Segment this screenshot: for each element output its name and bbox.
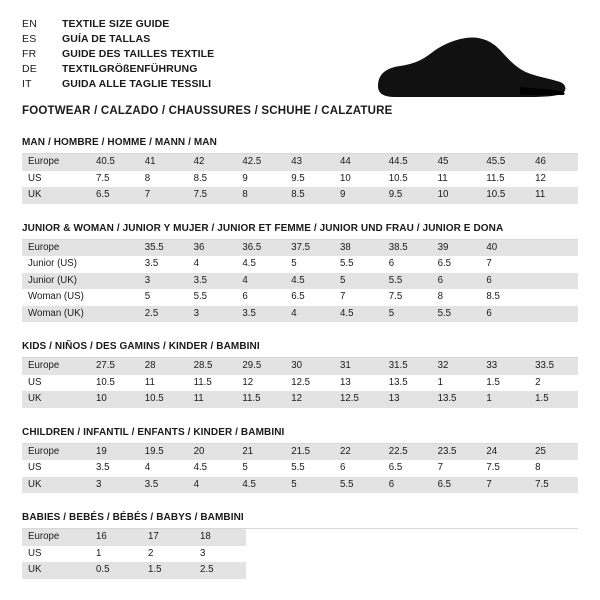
cell <box>90 273 139 290</box>
cell: 28 <box>139 358 188 375</box>
language-row <box>22 48 214 63</box>
cell: 1.5 <box>480 375 529 392</box>
row-label: Europe <box>22 529 90 546</box>
cell: 8.5 <box>188 171 237 188</box>
cell: 3.5 <box>139 477 188 494</box>
cell: 11.5 <box>480 171 529 188</box>
cell: 21.5 <box>285 444 334 461</box>
cell: 10.5 <box>383 171 432 188</box>
row-label: UK <box>22 187 90 204</box>
cell: 22.5 <box>383 444 432 461</box>
cell <box>529 306 578 323</box>
cell: 40.5 <box>90 154 139 171</box>
size-table-kids <box>22 358 578 408</box>
table-row <box>22 562 578 579</box>
section-junior-woman <box>22 223 578 323</box>
cell: 8.5 <box>480 289 529 306</box>
table-row <box>22 546 578 563</box>
cell: 6.5 <box>285 289 334 306</box>
cell: 5.5 <box>334 256 383 273</box>
cell: 1.5 <box>142 562 194 579</box>
dress-shoe-icon <box>370 32 570 104</box>
language-row <box>22 63 214 78</box>
table-row <box>22 460 578 477</box>
row-label: Woman (US) <box>22 289 90 306</box>
table-row <box>22 171 578 188</box>
cell: 10 <box>432 187 481 204</box>
section-title: KIDS / NIÑOS / DES GAMINS / KINDER / BAMBINI <box>22 341 578 358</box>
section-title: BABIES / BEBÉS / BÉBÉS / BABYS / BAMBINI <box>22 512 578 529</box>
cell: 38.5 <box>383 240 432 257</box>
language-row <box>22 33 214 48</box>
table-row <box>22 358 578 375</box>
row-label: UK <box>22 477 90 494</box>
cell: 6 <box>383 477 432 494</box>
section-kids <box>22 341 578 408</box>
cell: 41 <box>139 154 188 171</box>
language-title: GUÍA DE TALLAS <box>62 33 151 45</box>
row-label: Europe <box>22 444 90 461</box>
table-row <box>22 187 578 204</box>
cell: 7 <box>432 460 481 477</box>
cell: 42 <box>188 154 237 171</box>
section-babies <box>22 512 578 579</box>
cell: 10 <box>90 391 139 408</box>
size-table-man <box>22 154 578 204</box>
cell: 6.5 <box>383 460 432 477</box>
cell: 46 <box>529 154 578 171</box>
header <box>22 18 578 118</box>
size-table-babies <box>22 529 578 579</box>
row-label: Europe <box>22 358 90 375</box>
cell-empty <box>246 529 578 546</box>
language-title: GUIDE DES TAILLES TEXTILE <box>62 48 215 60</box>
cell: 31 <box>334 358 383 375</box>
cell: 7 <box>334 289 383 306</box>
cell: 3 <box>139 273 188 290</box>
cell: 19 <box>90 444 139 461</box>
cell <box>90 289 139 306</box>
cell: 3.5 <box>139 256 188 273</box>
cell: 5.5 <box>334 477 383 494</box>
table-row <box>22 273 578 290</box>
cell: 6 <box>334 460 383 477</box>
cell: 42.5 <box>236 154 285 171</box>
cell: 20 <box>188 444 237 461</box>
cell: 33.5 <box>529 358 578 375</box>
cell: 35.5 <box>139 240 188 257</box>
section-title: CHILDREN / INFANTIL / ENFANTS / KINDER / BAMBINI <box>22 427 578 444</box>
cell: 23.5 <box>432 444 481 461</box>
section-title: MAN / HOMBRE / HOMME / MANN / MAN <box>22 137 578 154</box>
cell: 37.5 <box>285 240 334 257</box>
cell: 17 <box>142 529 194 546</box>
row-label: UK <box>22 391 90 408</box>
cell: 21 <box>236 444 285 461</box>
language-row <box>22 18 214 33</box>
cell: 5.5 <box>432 306 481 323</box>
cell: 6 <box>383 256 432 273</box>
cell: 1 <box>432 375 481 392</box>
cell: 5.5 <box>188 289 237 306</box>
cell: 29.5 <box>236 358 285 375</box>
cell: 4.5 <box>285 273 334 290</box>
cell: 2 <box>142 546 194 563</box>
cell: 12 <box>236 375 285 392</box>
cell: 9 <box>334 187 383 204</box>
table-row <box>22 289 578 306</box>
cell: 12 <box>285 391 334 408</box>
cell <box>529 289 578 306</box>
language-code: EN <box>22 18 37 30</box>
cell: 4 <box>285 306 334 323</box>
cell: 4 <box>236 273 285 290</box>
cell: 43 <box>285 154 334 171</box>
cell: 1.5 <box>529 391 578 408</box>
cell: 16 <box>90 529 142 546</box>
cell: 9.5 <box>383 187 432 204</box>
table-row <box>22 391 578 408</box>
cell: 11 <box>432 171 481 188</box>
cell: 5 <box>334 273 383 290</box>
cell <box>90 240 139 257</box>
cell: 7.5 <box>383 289 432 306</box>
cell <box>529 240 578 257</box>
table-row <box>22 444 578 461</box>
size-table-junior-woman <box>22 240 578 323</box>
table-row <box>22 529 578 546</box>
cell: 7 <box>480 256 529 273</box>
table-row <box>22 154 578 171</box>
cell: 30 <box>285 358 334 375</box>
cell: 32 <box>432 358 481 375</box>
cell: 7 <box>139 187 188 204</box>
cell-empty <box>246 562 578 579</box>
cell: 6.5 <box>432 477 481 494</box>
cell: 2.5 <box>194 562 246 579</box>
cell <box>529 256 578 273</box>
row-label: Junior (UK) <box>22 273 90 290</box>
cell: 12.5 <box>334 391 383 408</box>
cell: 8 <box>529 460 578 477</box>
cell: 3.5 <box>90 460 139 477</box>
cell: 11.5 <box>188 375 237 392</box>
table-row <box>22 256 578 273</box>
cell: 7.5 <box>90 171 139 188</box>
cell: 5 <box>139 289 188 306</box>
cell: 6 <box>432 273 481 290</box>
cell: 40 <box>480 240 529 257</box>
cell: 39 <box>432 240 481 257</box>
cell: 6 <box>480 273 529 290</box>
cell-empty <box>246 546 578 563</box>
cell <box>90 256 139 273</box>
cell: 12 <box>529 171 578 188</box>
cell: 33 <box>480 358 529 375</box>
cell: 5.5 <box>383 273 432 290</box>
table-row <box>22 375 578 392</box>
language-code: DE <box>22 63 37 75</box>
cell: 11.5 <box>236 391 285 408</box>
cell: 38 <box>334 240 383 257</box>
cell: 1 <box>480 391 529 408</box>
cell: 18 <box>194 529 246 546</box>
cell: 1 <box>90 546 142 563</box>
cell: 6 <box>236 289 285 306</box>
cell: 11 <box>529 187 578 204</box>
category-title: FOOTWEAR / CALZADO / CHAUSSURES / SCHUHE / CALZATURE <box>22 105 393 117</box>
section-children <box>22 427 578 494</box>
language-title: TEXTILGRÖßENFÜHRUNG <box>62 63 198 75</box>
language-code: FR <box>22 48 37 60</box>
cell: 11 <box>188 391 237 408</box>
language-code: ES <box>22 33 37 45</box>
cell: 4 <box>188 477 237 494</box>
cell: 19.5 <box>139 444 188 461</box>
cell: 3.5 <box>236 306 285 323</box>
cell: 13 <box>334 375 383 392</box>
cell: 36 <box>188 240 237 257</box>
cell: 7 <box>480 477 529 494</box>
cell: 6.5 <box>432 256 481 273</box>
language-title: TEXTILE SIZE GUIDE <box>62 18 170 30</box>
cell: 31.5 <box>383 358 432 375</box>
cell <box>529 273 578 290</box>
cell: 13.5 <box>432 391 481 408</box>
cell: 27.5 <box>90 358 139 375</box>
row-label: US <box>22 460 90 477</box>
language-row <box>22 78 214 93</box>
cell: 5.5 <box>285 460 334 477</box>
cell: 11 <box>139 375 188 392</box>
cell: 8 <box>432 289 481 306</box>
cell: 4.5 <box>236 256 285 273</box>
cell: 8.5 <box>285 187 334 204</box>
table-row <box>22 477 578 494</box>
row-label: US <box>22 546 90 563</box>
row-label: Woman (UK) <box>22 306 90 323</box>
cell: 8 <box>139 171 188 188</box>
cell: 7.5 <box>480 460 529 477</box>
table-row <box>22 240 578 257</box>
cell: 2.5 <box>139 306 188 323</box>
cell: 8 <box>236 187 285 204</box>
cell: 0.5 <box>90 562 142 579</box>
cell: 12.5 <box>285 375 334 392</box>
cell: 5 <box>236 460 285 477</box>
cell: 4 <box>188 256 237 273</box>
cell: 2 <box>529 375 578 392</box>
cell: 24 <box>480 444 529 461</box>
cell: 5 <box>285 256 334 273</box>
cell: 4.5 <box>334 306 383 323</box>
cell: 10.5 <box>90 375 139 392</box>
cell: 3.5 <box>188 273 237 290</box>
cell: 7.5 <box>188 187 237 204</box>
section-title: JUNIOR & WOMAN / JUNIOR Y MUJER / JUNIOR ET FEMME / JUNIOR UND FRAU / JUNIOR E DONA <box>22 223 578 240</box>
cell: 6.5 <box>90 187 139 204</box>
table-row <box>22 306 578 323</box>
row-label: UK <box>22 562 90 579</box>
cell: 10.5 <box>480 187 529 204</box>
section-man <box>22 137 578 204</box>
cell: 36.5 <box>236 240 285 257</box>
cell: 44 <box>334 154 383 171</box>
cell: 13.5 <box>383 375 432 392</box>
cell: 22 <box>334 444 383 461</box>
cell: 44.5 <box>383 154 432 171</box>
cell: 45 <box>432 154 481 171</box>
cell: 13 <box>383 391 432 408</box>
cell: 4.5 <box>188 460 237 477</box>
cell: 10 <box>334 171 383 188</box>
cell: 6 <box>480 306 529 323</box>
cell: 3 <box>188 306 237 323</box>
row-label: Europe <box>22 154 90 171</box>
cell: 5 <box>383 306 432 323</box>
cell <box>90 306 139 323</box>
language-code: IT <box>22 78 32 90</box>
cell: 45.5 <box>480 154 529 171</box>
cell: 3 <box>194 546 246 563</box>
cell: 10.5 <box>139 391 188 408</box>
size-table-children <box>22 444 578 494</box>
cell: 4.5 <box>236 477 285 494</box>
cell: 9.5 <box>285 171 334 188</box>
row-label: US <box>22 375 90 392</box>
language-title-list <box>22 18 214 93</box>
cell: 25 <box>529 444 578 461</box>
cell: 9 <box>236 171 285 188</box>
row-label: Junior (US) <box>22 256 90 273</box>
cell: 3 <box>90 477 139 494</box>
cell: 4 <box>139 460 188 477</box>
cell: 7.5 <box>529 477 578 494</box>
language-title: GUIDA ALLE TAGLIE TESSILI <box>62 78 212 90</box>
cell: 5 <box>285 477 334 494</box>
row-label: US <box>22 171 90 188</box>
cell: 28.5 <box>188 358 237 375</box>
row-label: Europe <box>22 240 90 257</box>
